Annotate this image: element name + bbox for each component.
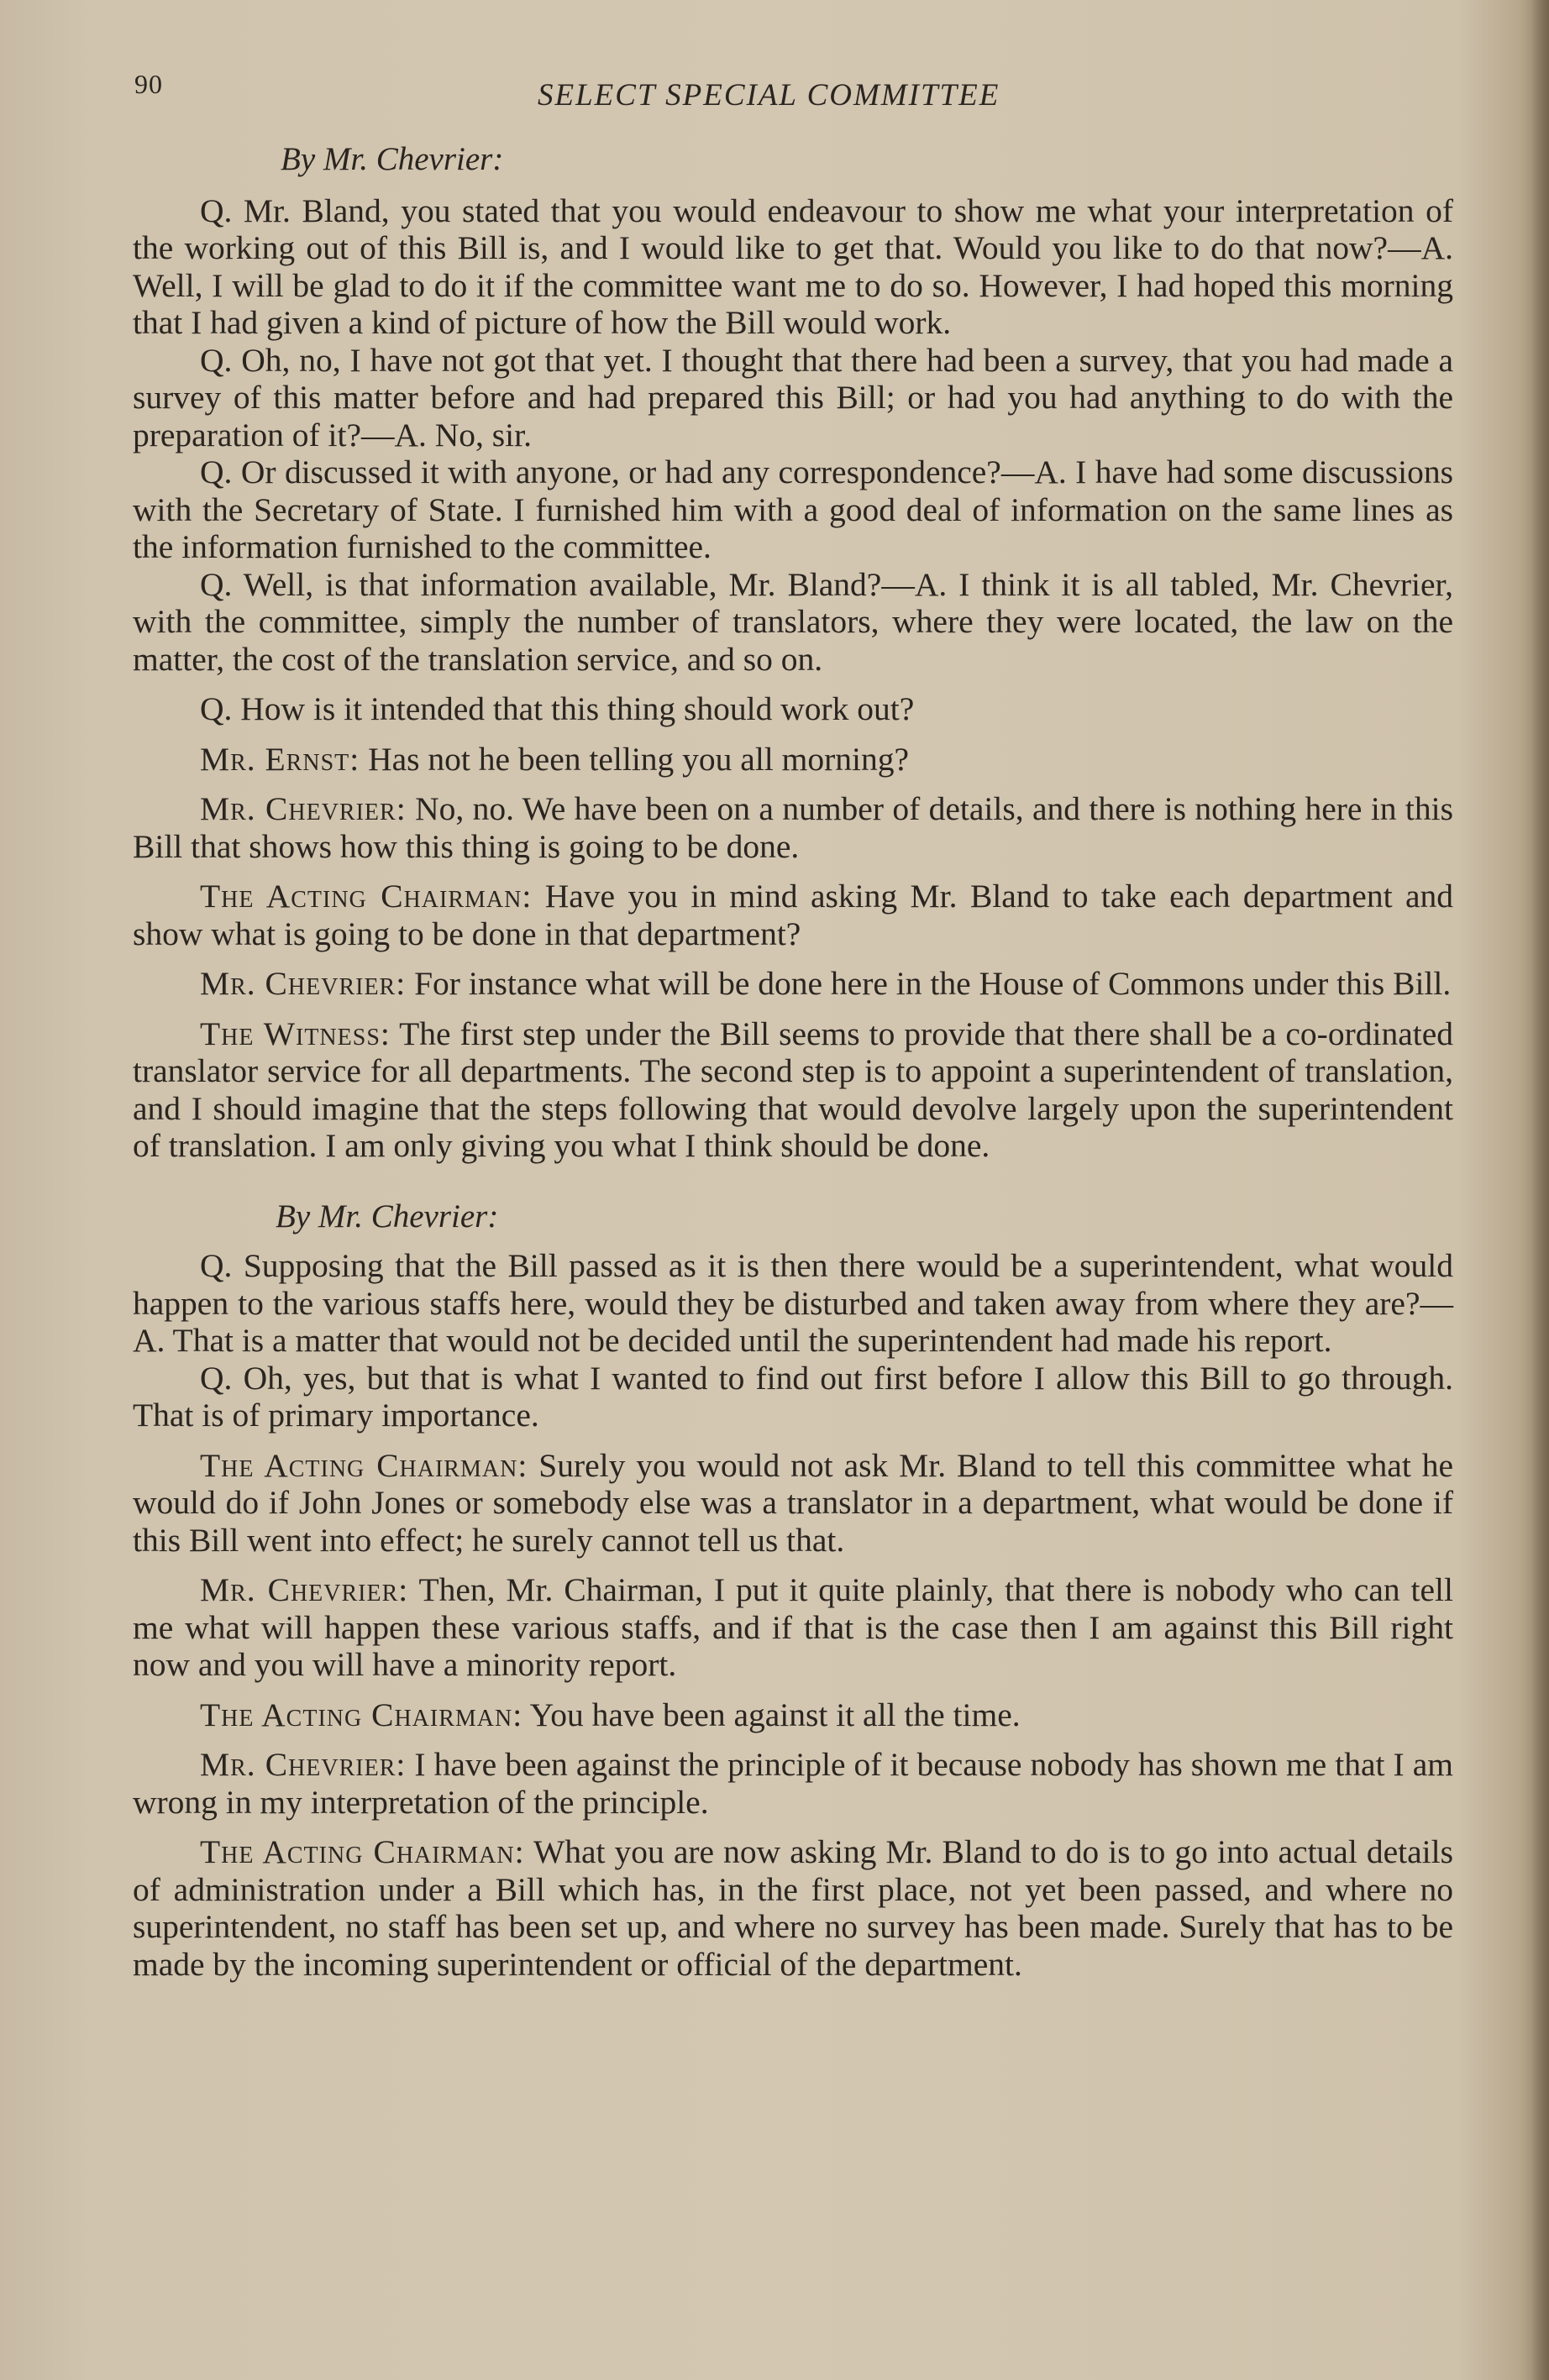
paragraph-text: Q. How is it intended that this thing should work out? [200,690,915,727]
speaker-name: Mr. Ernst: [200,740,360,778]
paragraph-text: For instance what will be done here in the House of Commons under this Bill. [414,965,1452,1002]
transcript-paragraph [133,192,1453,342]
transcript-paragraph [133,1247,1453,1360]
speaker-name: Mr. Chevrier: [200,965,407,1002]
transcript-paragraph [133,342,1453,454]
transcript-paragraph [133,1746,1453,1821]
paragraph-text: Q. Oh, yes, but that is what I wanted to find out first before I allow this Bill to go through. That is of primary importance. [133,1359,1453,1434]
transcript-paragraph [133,878,1453,952]
speaker-name: The Witness: [200,1014,391,1052]
paragraph-text: Have you in mind asking Mr. Bland to take each department and show what is going to be done in that department? [133,878,1454,952]
paragraph-text: Then, Mr. Chairman, I put it quite plainly, that there is nobody who can tell me what will happen these various staffs, and if that is the case then I am against this Bill right now and you will have a minority report. [133,1571,1453,1683]
paragraph-text: Surely you would not ask Mr. Bland to tell this committee what he would do if John Jones or somebody else was a translator in a department, what would be done if this Bill went into effect; he surely cannot tell us that. [133,1446,1453,1559]
transcript-paragraph [133,690,1453,728]
transcript-paragraph [133,1571,1453,1684]
transcript-paragraph [133,1696,1453,1734]
section-heading: By Mr. Chevrier: [281,141,504,177]
running-head: SELECT SPECIAL COMMITTEE [538,78,1000,113]
page-number: 90 [134,69,163,99]
transcript-paragraph [133,741,1453,778]
speaker-name: Mr. Chevrier: [200,790,407,827]
transcript-paragraph [133,1360,1453,1434]
speaker-name: The Acting Chairman: [200,878,533,915]
speaker-name: Mr. Chevrier: [200,1571,409,1608]
transcript-paragraph [133,790,1453,865]
section-heading: By Mr. Chevrier: [276,1198,499,1235]
paragraph-text: Q. Supposing that the Bill passed as it is then there would be a superintendent, what would happen to the various staffs here, would they be disturbed and taken away from where they are?—A. That is a matter that would not be decided until the superintendent had made his report. [133,1247,1453,1359]
page-edge-shadow [1531,0,1549,2380]
paragraph-text: What you are now asking Mr. Bland to do is to go into actual details of administration under a Bill which has, in the first place, not yet been passed, and where no superintendent, no staff has been set up, and where no survey has been made. Surely that has to be made by the incoming superintendent or official of the department. [133,1833,1453,1983]
transcript-paragraph [133,1015,1453,1165]
paragraph-text: You have been against it all the time. [529,1696,1021,1733]
paragraph-text: Q. Oh, no, I have not got that yet. I thought that there had been a survey, that you had made a survey of this matter before and had prepared this Bill; or had you had anything to do with the preparation of it?—A. No, sir. [133,341,1453,453]
speaker-name: Mr. Chevrier: [200,1746,407,1783]
paragraph-text: No, no. We have been on a number of details, and there is nothing here in this Bill that shows how this thing is going to be done. [133,790,1454,865]
paragraph-text: Q. Well, is that information available, Mr. Bland?—A. I think it is all tabled, Mr. Chevrier, with the committee, simply the number of translators, where they were located, the law on the matter, the cost of the translation service, and so on. [133,565,1453,678]
paragraph-text: I have been against the principle of it because nobody has shown me that I am wrong in my interpretation of the principle. [133,1746,1453,1821]
speaker-name: The Acting Chairman: [200,1833,525,1870]
speaker-name: The Acting Chairman: [200,1446,528,1484]
transcript-paragraph [133,1447,1453,1560]
transcript-paragraph [133,965,1453,1003]
paragraph-text: The first step under the Bill seems to provide that there shall be a co-ordinated translator service for all departments. The second step is to appoint a superintendent of translation, and I should imagine that the steps following that would devolve largely upon the superintendent of translation. I am only giving you what I think should be done. [133,1014,1453,1164]
paragraph-text: Q. Mr. Bland, you stated that you would endeavour to show me what your interpretation of the working out of this Bill is, and I would like to get that. Would you like to do that now?—A. Well, I will be glad to do it if the committee want me to do so. However, I had hoped this morning that I had given a kind of picture of how the Bill would work. [133,191,1453,341]
transcript-paragraph [133,453,1453,566]
body-text [133,141,1453,1983]
paragraph-text: Has not he been telling you all morning? [368,740,910,778]
speaker-name: The Acting Chairman: [200,1696,523,1733]
transcript-paragraph [133,1833,1453,1983]
paragraph-text: Q. Or discussed it with anyone, or had any correspondence?—A. I have had some discussions with the Secretary of State. I furnished him with a good deal of information on the same lines as the information furnished to the committee. [133,453,1453,565]
transcript-paragraph [133,566,1453,679]
